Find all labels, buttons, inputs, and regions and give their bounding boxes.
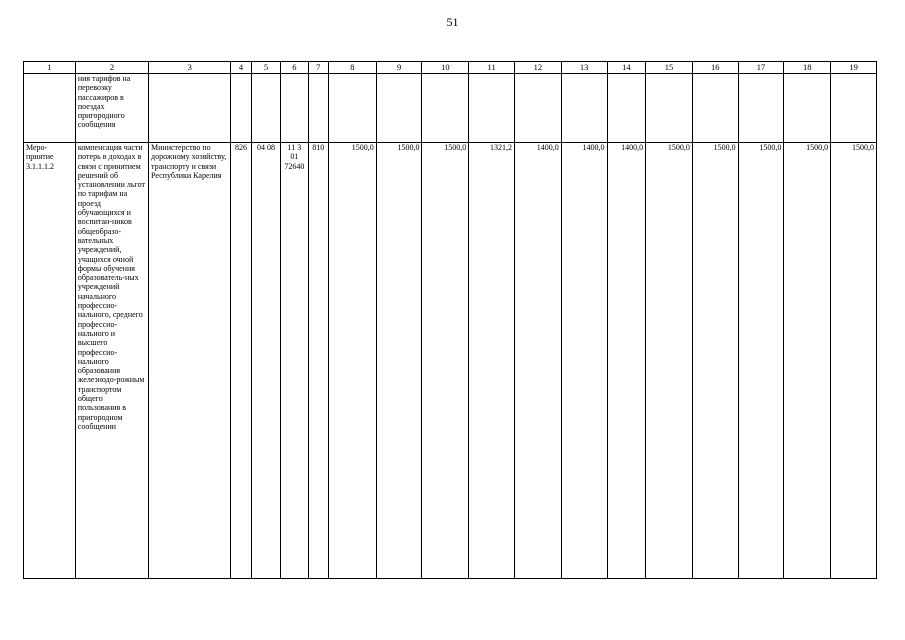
header-cell: 9 <box>376 62 422 74</box>
table-cell <box>738 74 784 143</box>
table-cell <box>514 74 561 143</box>
table-cell <box>251 74 280 143</box>
header-cell: 17 <box>738 62 784 74</box>
value-col11: 1321,2 <box>469 143 515 579</box>
value-col16: 1500,0 <box>692 143 738 579</box>
header-cell: 12 <box>514 62 561 74</box>
header-cell: 4 <box>231 62 251 74</box>
table-cell <box>231 74 251 143</box>
table-cell <box>422 74 469 143</box>
table-cell <box>831 74 877 143</box>
table-cell <box>149 74 231 143</box>
header-cell: 10 <box>422 62 469 74</box>
table-cell <box>646 74 693 143</box>
value-col18: 1500,0 <box>784 143 831 579</box>
table-cell <box>281 74 308 143</box>
budget-table <box>23 61 877 579</box>
code-col6: 11 3 01 72640 <box>281 143 308 579</box>
code-col5: 04 08 <box>251 143 280 579</box>
code-col7: 810 <box>308 143 328 579</box>
header-row <box>24 62 877 74</box>
value-col14: 1400,0 <box>607 143 646 579</box>
header-cell: 7 <box>308 62 328 74</box>
header-cell: 19 <box>831 62 877 74</box>
value-col8: 1500,0 <box>328 143 376 579</box>
table-cell <box>784 74 831 143</box>
page-number: 51 <box>446 15 459 29</box>
table-cell <box>376 74 422 143</box>
value-col9: 1500,0 <box>376 143 422 579</box>
table-row-continuation <box>24 74 877 143</box>
table-cell <box>561 74 607 143</box>
header-cell: 5 <box>251 62 280 74</box>
header-cell: 16 <box>692 62 738 74</box>
value-col12: 1400,0 <box>514 143 561 579</box>
value-col19: 1500,0 <box>831 143 877 579</box>
table-cell <box>328 74 376 143</box>
measure-id: Меро-приятие 3.1.1.1.2 <box>24 143 76 579</box>
header-cell: 18 <box>784 62 831 74</box>
header-cell: 15 <box>646 62 693 74</box>
value-col13: 1400,0 <box>561 143 607 579</box>
table-row-measure <box>24 143 877 579</box>
header-cell: 11 <box>469 62 515 74</box>
code-col4: 826 <box>231 143 251 579</box>
header-cell: 14 <box>607 62 646 74</box>
table-cell <box>692 74 738 143</box>
measure-description: компенсация части потерь в доходах в связи с принятием решений об установлении льгот по тарифам на проезд обучающихся и воспитан-ников общеобразо-вательных учреждений, учащихся очной формы обучения образователь-ных учреждений начального профессио-нального, среднего профессио-нального и высшего профессио-нального образования железнодо-рожным транспортом общего пользования в пригородном сообщении <box>75 143 148 579</box>
table-cell <box>607 74 646 143</box>
value-col17: 1500,0 <box>738 143 784 579</box>
value-col15: 1500,0 <box>646 143 693 579</box>
responsible-agency: Министерство по дорожному хозяйству, транспорту и связи Республики Карелия <box>149 143 231 579</box>
header-cell: 13 <box>561 62 607 74</box>
table-cell <box>469 74 515 143</box>
header-cell: 1 <box>24 62 76 74</box>
header-cell: 3 <box>149 62 231 74</box>
continuation-description: ния тарифов на перевозку пассажиров в поездах пригородного сообщения <box>75 74 148 143</box>
header-cell: 2 <box>75 62 148 74</box>
header-cell: 6 <box>281 62 308 74</box>
header-cell: 8 <box>328 62 376 74</box>
table-cell <box>308 74 328 143</box>
value-col10: 1500,0 <box>422 143 469 579</box>
table-cell <box>24 74 76 143</box>
